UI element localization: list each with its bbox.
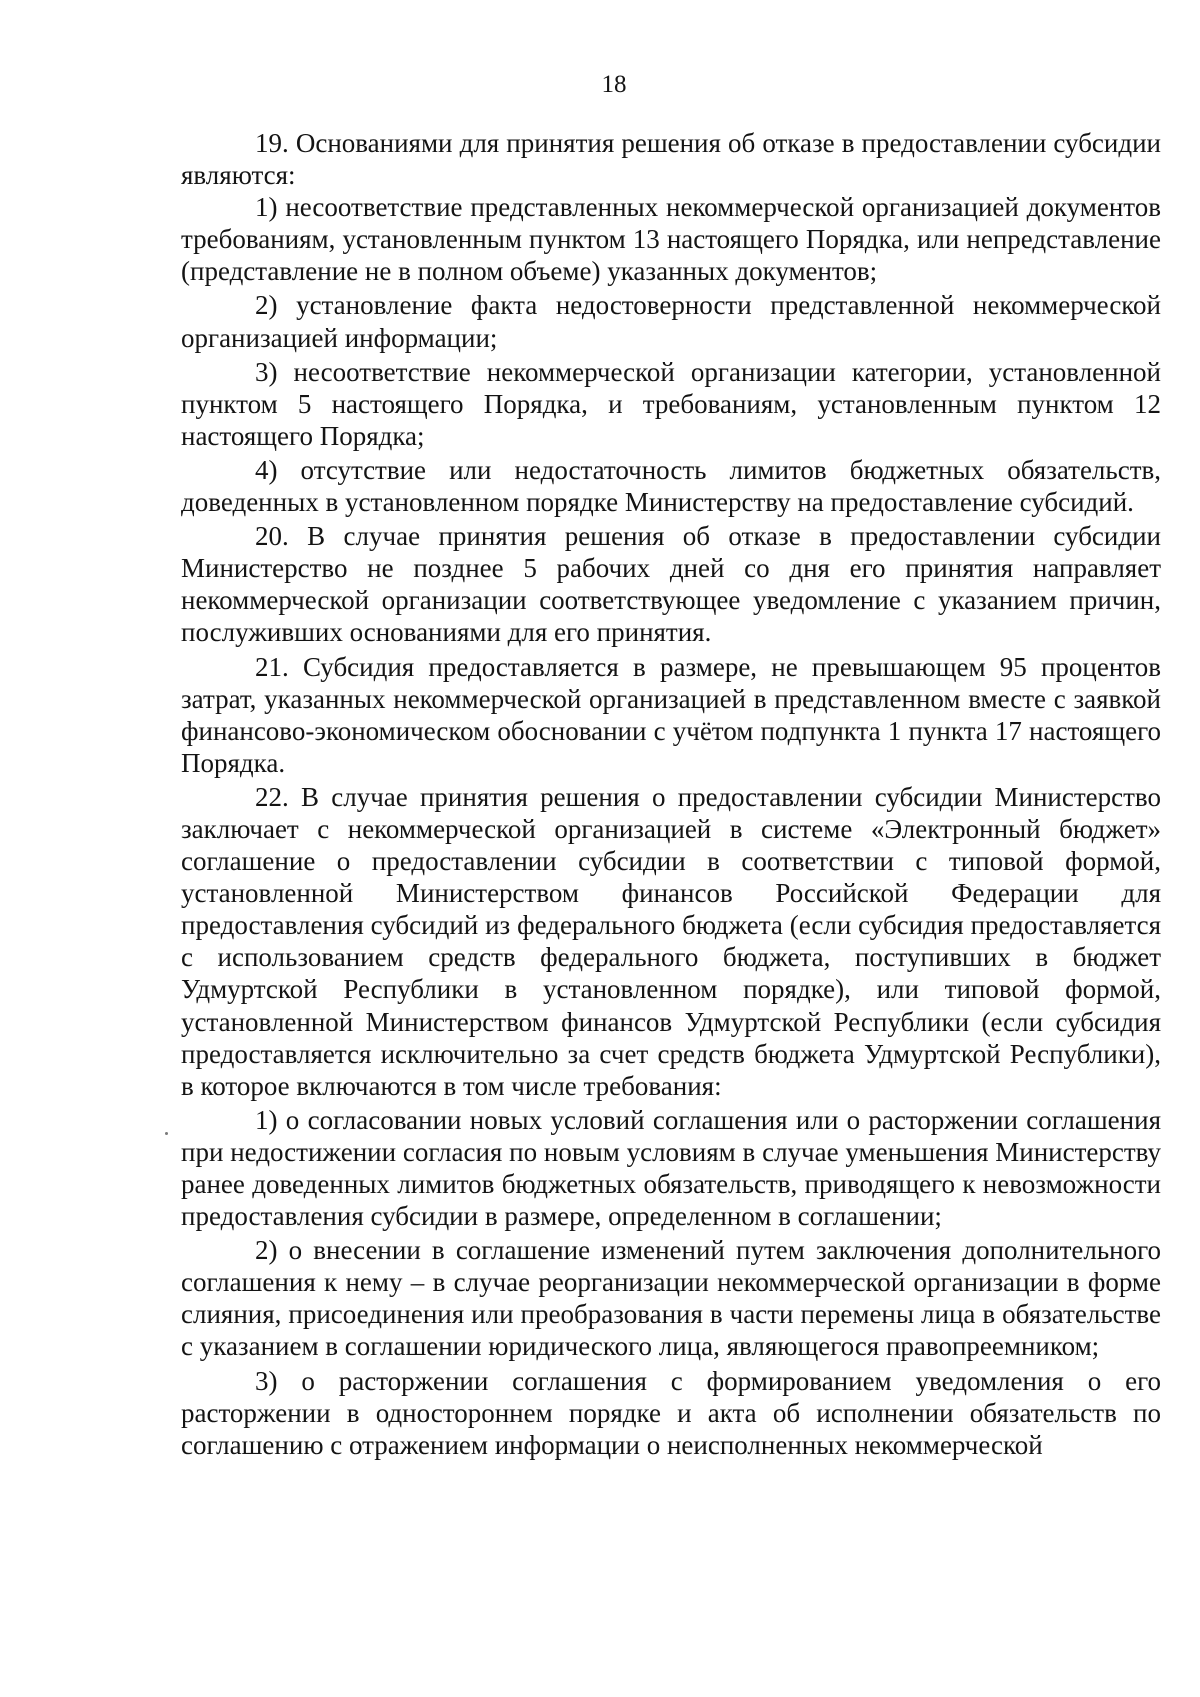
paragraph-19-item-4: 4) отсутствие или недостаточность лимитов бюджетных обязательств, доведенных в установленном порядке Министерству на предоставление субсидий. xyxy=(181,454,1161,518)
scan-speck xyxy=(165,1132,168,1135)
paragraph-22-item-2: 2) о внесении в соглашение изменений путем заключения дополнительного соглашения к нему – в случае реорганизации некоммерческой организации в форме слияния, присоединения или преобразования в части перемены лица в обязательстве с указанием в соглашении юридического лица, являющегося правопреемником; xyxy=(181,1235,1161,1362)
paragraph-19-item-2: 2) установление факта недостоверности представленной некоммерческой организацией информации; xyxy=(181,290,1161,353)
document-body xyxy=(181,127,1161,1461)
page-number: 18 xyxy=(601,71,627,98)
paragraph-22: 22. В случае принятия решения о предоставлении субсидии Министерство заключает с некоммерческой организацией в системе «Электронный бюджет» соглашение о предоставлении субсидии в соответствии с типовой формой, установленной Министерством финансов Российской Федерации для предоставления субсидий из федерального бюджета (если субсидия предоставляется с использованием средств федерального бюджета, поступивших в бюджет Удмуртской Республики в установленном порядке), или типовой формой, установленной Министерством финансов Удмуртской Республики (если субсидия предоставляется исключительно за счет средств бюджета Удмуртской Республики), в которое включаются в том числе требования: xyxy=(181,781,1161,1101)
paragraph-21: 21. Субсидия предоставляется в размере, не превышающем 95 процентов затрат, указанных некоммерческой организацией в представленном вместе с заявкой финансово-экономическом обосновании с учётом подпункта 1 пункта 17 настоящего Порядка. xyxy=(181,651,1161,778)
paragraph-22-item-1: 1) о согласовании новых условий соглашения или о расторжении соглашения при недостижении согласия по новым условиям в случае уменьшения Министерству ранее доведенных лимитов бюджетных обязательств, приводящего к невозможности предоставления субсидии в размере, определенном в соглашении; xyxy=(181,1104,1161,1232)
paragraph-20: 20. В случае принятия решения об отказе в предоставлении субсидии Министерство не позднее 5 рабочих дней со дня его принятия направляет некоммерческой организации соответствующее уведомление с указанием причин, послуживших основаниями для его принятия. xyxy=(181,521,1161,648)
paragraph-19-item-3: 3) несоответствие некоммерческой организации категории, установленной пунктом 5 настоящего Порядка, и требованиям, установленным пунктом 12 настоящего Порядка; xyxy=(181,356,1161,451)
paragraph-19-header: 19. Основаниями для принятия решения об отказе в предоставлении субсидии являются: xyxy=(181,128,1161,191)
paragraph-22-item-3: 3) о расторжении соглашения с формированием уведомления о его расторжении в одностороннем порядке и акта об исполнении обязательств по соглашению с отражением информации о неисполненных некоммерческой xyxy=(181,1365,1161,1460)
paragraph-19-item-1: 1) несоответствие представленных некоммерческой организацией документов требованиям, установленным пунктом 13 настоящего Порядка, или непредставление (представление не в полном объеме) указанных документов; xyxy=(181,192,1161,287)
